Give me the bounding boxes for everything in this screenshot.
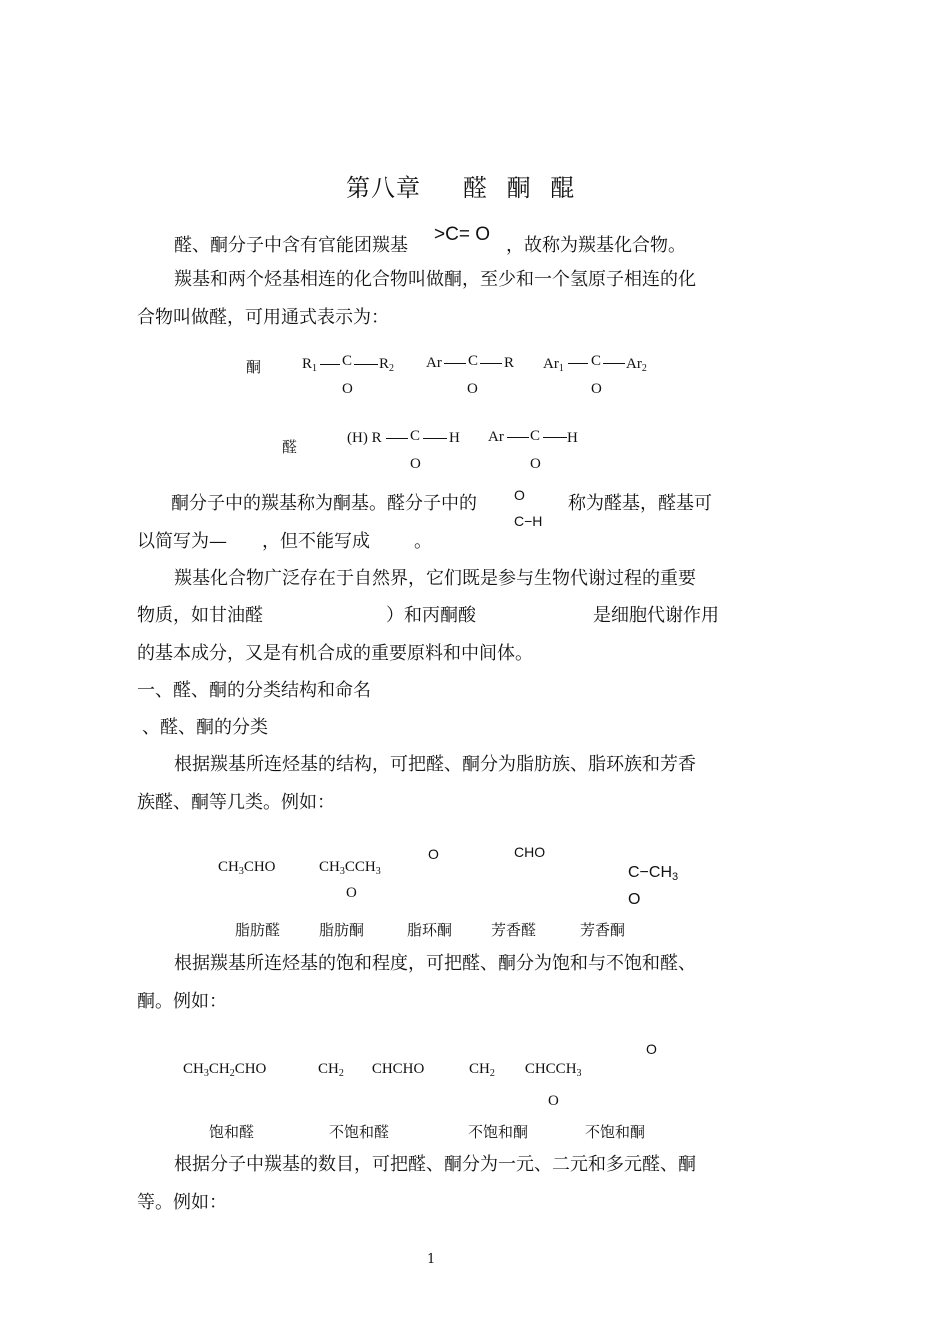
ketone-1-left: R [302, 356, 313, 372]
aldehyde-1-oxygen: O [410, 456, 421, 472]
subsection-heading: 、醛、酮的分类 [142, 717, 268, 738]
natural-paragraph-line-1: 羰基化合物广泛存在于自然界，它们既是参与生物代谢过程的重要 [174, 568, 696, 589]
example-butenone-oxygen: O [548, 1093, 559, 1109]
page-number: 1 [427, 1252, 436, 1267]
structure-paragraph-line-2: 族醛、酮等几类。例如： [137, 792, 335, 813]
keto-paragraph-line-2-c: 。 [414, 531, 432, 552]
chapter-title: 醛 酮 醌 [463, 174, 581, 202]
label-aromatic-aldehyde: 芳香醛 [491, 921, 537, 939]
aldehyde-group-oxygen: O [514, 487, 525, 503]
ketone-label: 酮 [246, 358, 262, 376]
aldehyde-1-left: (H) R [347, 430, 382, 446]
intro-paragraph-2-line-1: 羰基和两个烃基相连的化合物叫做酮，至少和一个氢原子相连的化 [174, 269, 696, 290]
example-acrolein: $CH_2$ CHCHO [318, 1061, 425, 1079]
example-acetone: $CH_3CCH_3$ [319, 859, 381, 877]
label-aliphatic-ketone: 脂肪酮 [319, 921, 365, 939]
keto-paragraph-line-1-start: 酮分子中的羰基称为酮基。醛分子中的 [171, 493, 477, 514]
aldehyde-2-left: Ar [488, 429, 504, 445]
label-saturated-aldehyde: 饱和醛 [209, 1123, 255, 1141]
chapter-number: 第八章 [346, 174, 421, 202]
ketone-3-left-subscript: 1 [558, 363, 564, 374]
number-paragraph-line-2: 等。例如： [137, 1192, 227, 1213]
carbonyl-group-formula: >C= O [434, 224, 490, 245]
ketone-1-right: R [379, 356, 390, 372]
structure-paragraph-line-1: 根据羰基所连烃基的结构，可把醛、酮分为脂肪族、脂环族和芳香 [174, 754, 696, 775]
keto-paragraph-line-2-a: 以简写为— [137, 531, 227, 552]
ketone-1-carbon: C [342, 353, 353, 369]
aldehyde-label: 醛 [282, 438, 298, 456]
example-benzaldehyde-cho: CHO [514, 844, 546, 860]
label-alicyclic-ketone: 脂环酮 [407, 921, 453, 939]
keto-paragraph-line-1-end: 称为醛基，醛基可 [568, 493, 712, 514]
aldehyde-1-carbon: C [410, 428, 421, 444]
aldehyde-1-hydrogen: H [449, 430, 460, 446]
natural-paragraph-line-2-b: ）和丙酮酸 [386, 605, 476, 626]
intro-paragraph-2-line-2: 合物叫做醛，可用通式表示为： [137, 307, 389, 328]
label-unsaturated-ketone-1: 不饱和酮 [468, 1123, 529, 1141]
number-paragraph-line-1: 根据分子中羰基的数目，可把醛、酮分为一元、二元和多元醛、酮 [174, 1154, 696, 1175]
example-propanal: $CH_3CH_2CHO$ [183, 1061, 267, 1079]
example-acetophenone-group: $C-CH_3$ [628, 864, 679, 883]
label-unsaturated-ketone-2: 不饱和酮 [585, 1123, 646, 1141]
label-aromatic-ketone: 芳香酮 [580, 921, 626, 939]
label-aliphatic-aldehyde: 脂肪醛 [235, 921, 281, 939]
saturation-paragraph-line-1: 根据羰基所连烃基的饱和程度，可把醛、酮分为饱和与不饱和醛、 [174, 953, 696, 974]
ketone-3-right-subscript: 2 [641, 363, 647, 374]
example-acetone-oxygen: O [346, 885, 357, 901]
aldehyde-2-hydrogen: H [567, 430, 578, 446]
intro-paragraph-1-start: 醛、酮分子中含有官能团羰基 [174, 235, 408, 256]
aldehyde-group-ch: C−H [514, 513, 543, 529]
ketone-3-oxygen: O [591, 381, 602, 397]
example-butenone: $CH_2$ $CHCCH_3$ [469, 1061, 582, 1079]
example-cycloketone-oxygen: O [428, 846, 439, 862]
aldehyde-2-oxygen: O [530, 456, 541, 472]
aldehyde-2-carbon: C [530, 428, 541, 444]
saturation-paragraph-line-2: 酮。例如： [137, 991, 227, 1012]
ketone-3-carbon: C [591, 353, 602, 369]
ketone-1-right-subscript: 2 [389, 363, 395, 374]
label-unsaturated-aldehyde: 不饱和醛 [329, 1123, 390, 1141]
example-cyclic-enone-oxygen: O [646, 1041, 657, 1057]
keto-paragraph-line-2-b: ，但不能写成 [262, 531, 370, 552]
ketone-2-left: Ar [426, 355, 442, 371]
natural-paragraph-line-3: 的基本成分，又是有机合成的重要原料和中间体。 [137, 643, 533, 664]
section-heading: 一、醛、酮的分类结构和命名 [137, 680, 371, 701]
natural-paragraph-line-2-a: 物质，如甘油醛 [137, 605, 263, 626]
natural-paragraph-line-2-c: 是细胞代谢作用 [593, 605, 719, 626]
ketone-3-right: Ar [626, 356, 642, 372]
ketone-2-right: R [504, 355, 515, 371]
example-acetaldehyde: $CH_3CHO$ [218, 859, 276, 877]
example-acetophenone-oxygen: O [628, 891, 641, 908]
ketone-1-oxygen: O [342, 381, 353, 397]
ketone-2-carbon: C [468, 353, 479, 369]
ketone-2-oxygen: O [467, 381, 478, 397]
intro-paragraph-1-end: ，故称为羰基化合物。 [506, 235, 686, 256]
ketone-1-left-subscript: 1 [312, 363, 318, 374]
ketone-3-left: Ar [543, 356, 559, 372]
